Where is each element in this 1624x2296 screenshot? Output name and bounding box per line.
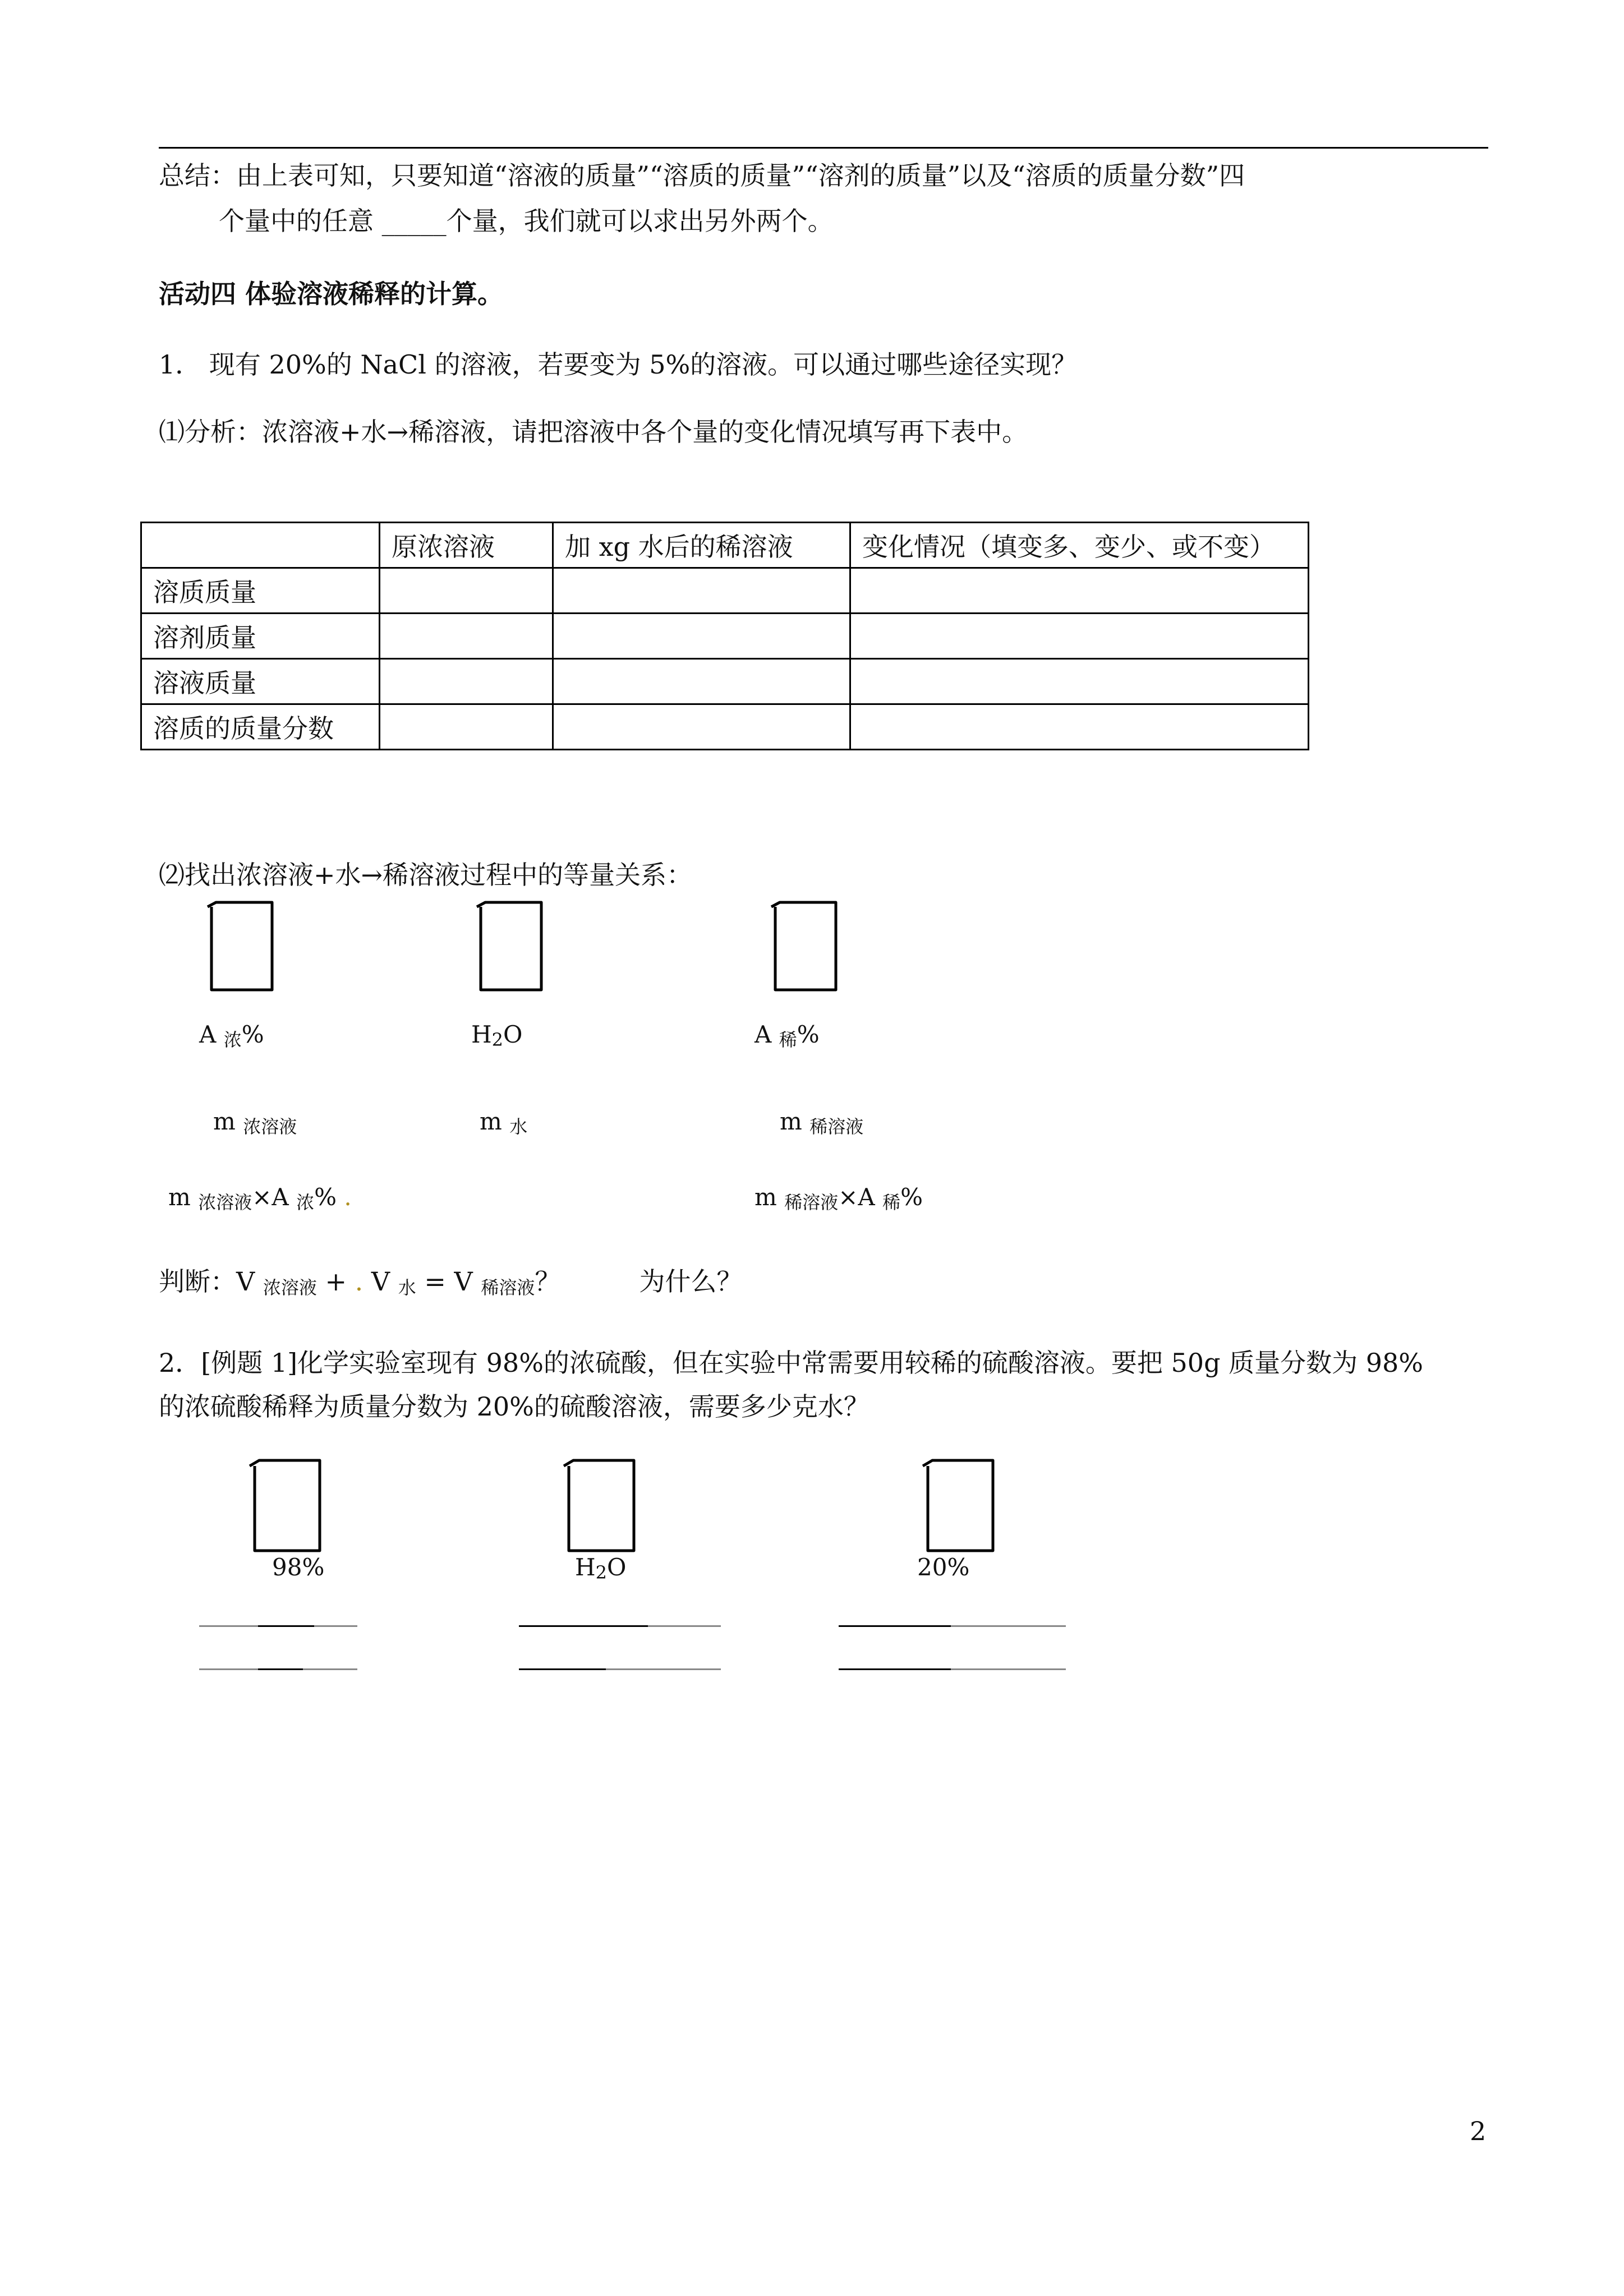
table-row — [141, 568, 1309, 614]
answer-cell[interactable] — [553, 704, 850, 750]
answer-cell[interactable] — [850, 614, 1309, 659]
beaker-label-20: 20% — [917, 1553, 970, 1581]
mass-label-concentrated: m 浓溶液 — [213, 1108, 297, 1137]
table-row — [141, 659, 1309, 704]
beaker-icon — [561, 1458, 640, 1556]
answer-blank-ink — [839, 1668, 951, 1670]
summary-line-2: 个量中的任意 _____个量，我们就可以求出另外两个。 — [219, 206, 834, 236]
summary-line-1: 总结：由上表可知，只要知道“溶液的质量”“溶质的质量”“溶剂的质量”以及“溶质的质量分数”四 — [159, 160, 1245, 191]
question-2-line-1: 2．[例题 1]化学实验室现有 98%的浓硫酸，但在实验中常需要用较稀的硫酸溶液。要把 50g 质量分数为 98% — [159, 1348, 1423, 1378]
beaker-icon — [205, 900, 278, 995]
change-table — [140, 522, 1309, 750]
row-label: 溶质质量 — [141, 568, 380, 614]
beaker-label-dilute: A 稀% — [755, 1021, 820, 1050]
answer-blank-ink — [258, 1625, 314, 1627]
activity-title: 活动四 体验溶液稀释的计算。 — [159, 279, 504, 309]
table-header-cell — [141, 523, 380, 568]
table-header-cell: 加 xg 水后的稀溶液 — [553, 523, 850, 568]
mass-label-water: m 水 — [480, 1108, 528, 1137]
answer-cell[interactable] — [850, 568, 1309, 614]
product-label-dilute: m 稀溶液×A 稀% — [755, 1183, 923, 1213]
table-row — [141, 704, 1309, 750]
question-1-part-2: ⑵找出浓溶液+水→稀溶液过程中的等量关系： — [159, 860, 693, 890]
table-header-cell: 变化情况（填变多、变少、或不变） — [850, 523, 1309, 568]
answer-cell[interactable] — [850, 704, 1309, 750]
row-label: 溶质的质量分数 — [141, 704, 380, 750]
answer-blank-ink — [519, 1668, 606, 1670]
beaker-label-water: H2O — [471, 1021, 523, 1050]
answer-cell[interactable] — [553, 568, 850, 614]
beaker-icon — [474, 900, 547, 995]
product-label-concentrated: m 浓溶液×A 浓% . — [168, 1183, 352, 1213]
answer-cell[interactable] — [553, 614, 850, 659]
beaker-label-concentrated: A 浓% — [199, 1021, 264, 1050]
answer-cell[interactable] — [553, 659, 850, 704]
beaker-icon — [920, 1458, 999, 1556]
mass-label-dilute: m 稀溶液 — [780, 1108, 864, 1137]
judge-line: 判断：V 浓溶液 + . V 水 = V 稀溶液？ 为什么？ — [159, 1266, 743, 1298]
answer-blank-ink — [258, 1668, 303, 1670]
answer-blank-ink — [839, 1625, 951, 1627]
question-1-part-1: ⑴分析：浓溶液+水→稀溶液，请把溶液中各个量的变化情况填写再下表中。 — [159, 417, 1028, 447]
row-label: 溶液质量 — [141, 659, 380, 704]
answer-cell[interactable] — [380, 659, 553, 704]
header-rule — [159, 147, 1488, 149]
table-row — [141, 614, 1309, 659]
answer-cell[interactable] — [380, 614, 553, 659]
answer-cell[interactable] — [380, 704, 553, 750]
beaker-icon — [247, 1458, 325, 1556]
beaker-label-water-2: H2O — [575, 1553, 627, 1583]
table-header-cell: 原浓溶液 — [380, 523, 553, 568]
page-number: 2 — [1470, 2116, 1487, 2146]
answer-cell[interactable] — [850, 659, 1309, 704]
answer-cell[interactable] — [380, 568, 553, 614]
row-label: 溶剂质量 — [141, 614, 380, 659]
beaker-icon — [769, 900, 841, 995]
question-2-line-2: 的浓硫酸稀释为质量分数为 20%的硫酸溶液，需要多少克水？ — [159, 1391, 869, 1422]
table-header-row — [141, 523, 1309, 568]
question-1-text: 1． 现有 20%的 NaCl 的溶液，若要变为 5%的溶液。可以通过哪些途径实现？ — [159, 349, 1078, 380]
beaker-label-98: 98% — [272, 1553, 325, 1581]
answer-blank-ink — [519, 1625, 648, 1627]
